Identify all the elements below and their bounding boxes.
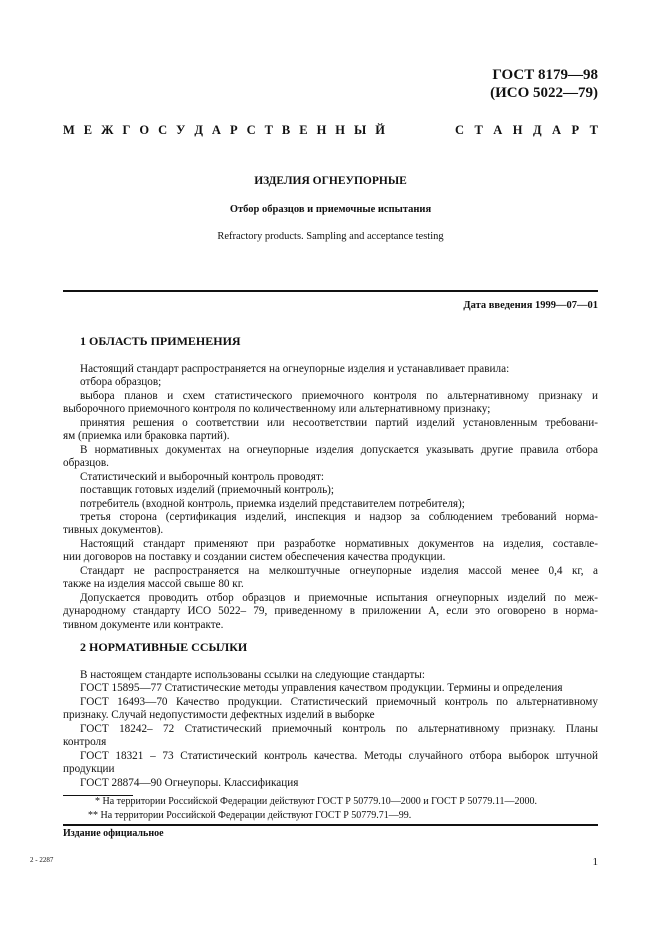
section-heading: 2 НОРМАТИВНЫЕ ССЫЛКИ (80, 640, 248, 654)
text-line: ГОСТ 18242– 72 Статистический приемочный контроль по альтернативному признаку. Планы (80, 722, 598, 735)
text-line: третья сторона (сертификация изделий, инспекция и надзор за соблюдением требований норма- (80, 510, 598, 523)
text-line: выборочного приемочного контроля по количественному или альтернативному признаку; (63, 403, 491, 416)
letter: Т (474, 123, 483, 137)
text-line: Статистический и выборочный контроль проводят: (80, 470, 324, 483)
text-line: ГОСТ 16493—70 Качество продукции. Статистический приемочный контроль по альтернативному (80, 695, 598, 708)
text-line: нии договоров на поставку и создании систем обеспечения качества продукции. (63, 551, 446, 564)
text-line: ГОСТ 15895—77 Статистические методы управления качеством продукции. Термины и определения (80, 682, 563, 695)
edition-label: Издание официальное (63, 828, 164, 839)
text-line: контроля (63, 736, 107, 749)
footnote-2: ** На территории Российской Федерации действуют ГОСТ Р 50779.71—99. (88, 810, 412, 821)
letter: О (139, 123, 150, 137)
letter: А (552, 123, 562, 137)
text-line: выбора планов и схем статистического приемочного контроля по альтернативному признаку и (80, 389, 598, 402)
letter: А (493, 123, 503, 137)
letter: С (455, 123, 465, 137)
gost-number: ГОСТ 8179—98 (492, 67, 598, 83)
section-heading: 1 ОБЛАСТЬ ПРИМЕНЕНИЯ (80, 334, 241, 348)
letter: Р (571, 123, 580, 137)
iso-number: (ИСО 5022—79) (490, 85, 598, 101)
standard-type-right (455, 123, 598, 138)
letter: Т (589, 123, 598, 137)
text-line: поставщик готовых изделий (приемочный контроль); (80, 484, 335, 497)
text-line: принятия решения о соответствии или несоответствии партий изделий установленным требовани- (80, 416, 598, 429)
text-line: В настоящем стандарте использованы ссылки на следующие стандарты: (80, 669, 425, 681)
letter: Д (194, 123, 203, 137)
letter: М (63, 123, 75, 137)
text-line: продукции (63, 763, 115, 776)
text-line: Настоящий стандарт распространяется на огнеупорные изделия и устанавливает правила: (80, 363, 510, 375)
letter: С (158, 123, 168, 137)
text-line: ГОСТ 28874—90 Огнеупоры. Классификация (80, 776, 299, 789)
text-line: тивных документов). (63, 524, 164, 537)
letter: В (281, 123, 291, 137)
letter: А (211, 123, 221, 137)
letter: Ы (354, 123, 367, 137)
document-title: ИЗДЕЛИЯ ОГНЕУПОРНЫЕ (254, 175, 407, 187)
print-code: 2 - 2287 (30, 856, 54, 864)
text-line: Настоящий стандарт применяют при разработке нормативных документов на изделия, составле- (80, 537, 598, 550)
title-divider (63, 290, 598, 292)
letter: Н (335, 123, 346, 137)
letter: Е (299, 123, 308, 137)
letter: Д (532, 123, 542, 137)
text-line: образцов. (63, 457, 109, 470)
page-number: 1 (592, 856, 598, 868)
text-line: В нормативных документах на огнеупорные изделия допускается указывать другие правила отбора (80, 443, 598, 456)
letter: У (176, 123, 186, 137)
text-line: Допускается проводить отбор образцов и приемочные испытания огнеупорных изделий по меж- (80, 591, 598, 604)
letter: Ж (101, 123, 114, 137)
text-line: тивном документе или контракте. (63, 618, 224, 631)
standard-type-left (63, 123, 385, 138)
letter: Т (264, 123, 273, 137)
text-line: Стандарт не распространяется на мелкоштучные огнеупорные изделия массой менее 0,4 кг, а (80, 564, 598, 577)
footer-divider (63, 824, 598, 826)
text-line: ГОСТ 18321 – 73 Статистический контроль качества. Методы случайного отбора выборок штучной (80, 749, 598, 762)
english-title: Refractory products. Sampling and acceptance testing (217, 231, 444, 242)
standard-type (63, 123, 598, 138)
text-line: также на изделия массой свыше 80 кг. (63, 578, 244, 591)
text-line: отбора образцов; (80, 376, 162, 389)
letter: Е (83, 123, 93, 137)
letter: Й (375, 123, 385, 137)
text-line: ям (приемка или браковка партий). (63, 430, 230, 443)
text-line: потребитель (входной контроль, приемка изделий представителем потребителя); (80, 497, 465, 510)
text-line: признаку. Случай недопустимости дефектных изделий в выборке (63, 709, 375, 722)
letter: Н (316, 123, 327, 137)
letter: Г (122, 123, 131, 137)
letter: Н (512, 123, 523, 137)
text-line: дународному стандарту ИСО 5022– 79, приведенному в приложении А, если это оговорено в норма- (63, 605, 598, 618)
document-subtitle: Отбор образцов и приемочные испытания (229, 204, 432, 215)
letter: С (246, 123, 256, 137)
effective-date: Дата введения 1999—07—01 (463, 300, 598, 311)
letter: Р (229, 123, 238, 137)
footnote-1: * На территории Российской Федерации действуют ГОСТ Р 50779.10—2000 и ГОСТ Р 50779.11—2000. (95, 796, 537, 807)
